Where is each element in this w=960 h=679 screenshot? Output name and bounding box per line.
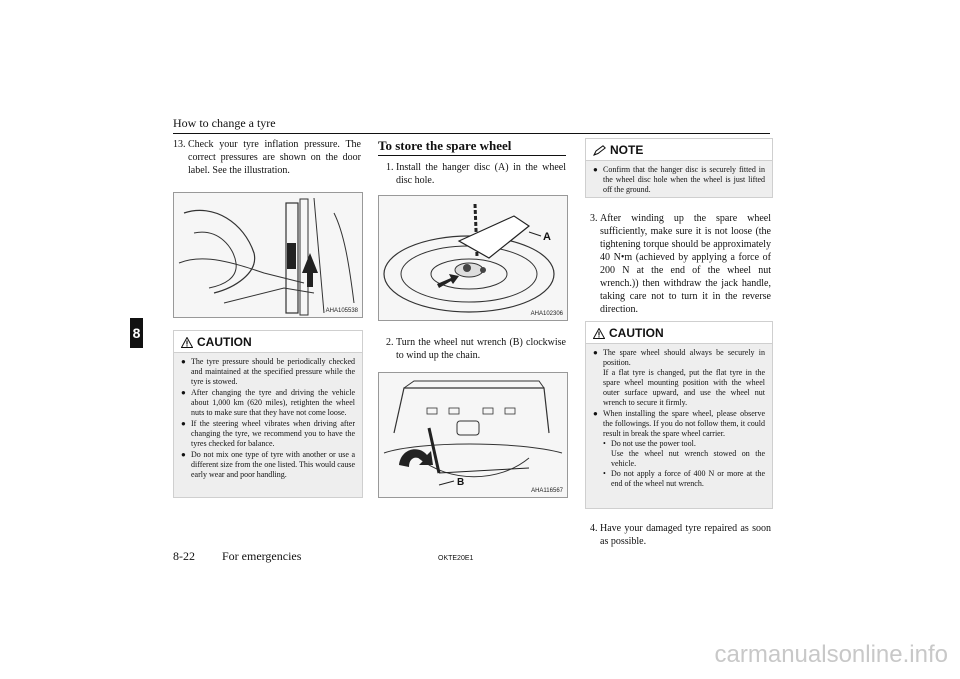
step-text: Install the hanger disc (A) in the wheel disc hole.	[396, 162, 566, 186]
running-header-title: How to change a tyre	[173, 116, 276, 130]
step-text: Have your damaged tyre repaired as soon as possible.	[600, 523, 771, 547]
caution-header	[174, 331, 362, 353]
note-item: ● Confirm that the hanger disc is securely fitted in the wheel disc hole when the wheel is just lifted off the ground.	[593, 165, 765, 194]
sub-item: • Do not apply a force of 400 N or more at the end of the wheel nut wrench.	[603, 469, 765, 488]
caution-item: ● After changing the tyre and driving the vehicle about 1,000 km (620 miles), retighten the wheel nuts to make sure that they have not come loose.	[181, 388, 355, 417]
note-header	[586, 139, 772, 161]
door-label-illustration	[174, 193, 362, 317]
pencil-icon	[593, 145, 606, 156]
step-text: Check your tyre inflation pressure. The correct pressures are shown on the door label. See the illustration.	[188, 139, 361, 176]
caution-item: ● Do not mix one type of tyre with another or use a different size from the one listed. This would cause early wear and poor handling.	[181, 450, 355, 479]
caution-item: ● The spare wheel should always be securely in position. If a flat tyre is changed, put the flat tyre in the spare wheel mounting position with the wheel outer surface upward, and use the wheel nut wrench to secure it firmly.	[593, 348, 765, 407]
step-1	[378, 161, 566, 187]
sub-bullet-icon: •	[603, 469, 606, 478]
warning-triangle-icon	[181, 337, 193, 348]
figure-door-label	[173, 192, 363, 318]
bullet-icon: ●	[593, 348, 598, 357]
bullet-icon: ●	[593, 409, 598, 418]
column-1	[173, 138, 361, 177]
figure-code: AHA116567	[531, 488, 563, 494]
bullet-icon: ●	[181, 419, 186, 428]
column-2	[378, 138, 566, 187]
caution-item: ● If the steering wheel vibrates when driving after changing the tyre, we recommend you to have the tyres checked for balance.	[181, 419, 355, 448]
figure-wrench	[378, 372, 568, 498]
bullet-icon: ●	[181, 450, 186, 459]
figure-hanger-disc	[378, 195, 568, 321]
callout-label-b: B	[457, 477, 465, 488]
header-rule	[173, 133, 770, 134]
footer-manual-code: OKTE20E1	[438, 555, 474, 562]
step-number: 3.	[590, 213, 600, 224]
bullet-icon: ●	[181, 388, 186, 397]
step-13	[173, 138, 361, 177]
sub-bullet-icon: •	[603, 439, 606, 448]
caution-item: ● The tyre pressure should be periodically checked and maintained at the specified pressure while the tyre is stowed.	[181, 357, 355, 386]
step-3	[585, 212, 771, 316]
caution-item: ● When installing the spare wheel, please observe the followings. If you do not follow them, it could result in break the spare wheel carrier. • Do not use the power tool. Use the wheel nut wrench stowed on the vehicle. • Do not apply a force of 400 N or more at the end of the wheel nut wrench.	[593, 409, 765, 488]
callout-label-a: A	[543, 231, 551, 243]
figure-code: AHA105538	[325, 308, 358, 314]
step-text: Turn the wheel nut wrench (B) clockwise to wind up the chain.	[396, 337, 566, 361]
bullet-icon: ●	[181, 357, 186, 366]
step-4	[585, 522, 771, 548]
step-number: 1.	[386, 162, 396, 173]
step-3-block	[585, 212, 771, 316]
step-number: 13.	[173, 139, 188, 150]
chapter-tab: 8	[130, 318, 143, 348]
watermark: carmanualsonline.info	[714, 641, 948, 668]
step-number: 2.	[386, 337, 396, 348]
caution-label: CAUTION	[609, 326, 664, 340]
page-number: 8-22	[173, 549, 195, 563]
hanger-disc-illustration	[379, 196, 567, 320]
section-title: To store the spare wheel	[378, 138, 566, 156]
bullet-icon: ●	[593, 165, 598, 174]
step-number: 4.	[590, 523, 600, 534]
sub-item: • Do not use the power tool. Use the wheel nut wrench stowed on the vehicle.	[603, 439, 765, 468]
step-4-block	[585, 522, 771, 548]
caution-header	[586, 322, 772, 344]
warning-triangle-icon	[593, 328, 605, 339]
caution-box-2	[585, 321, 773, 509]
step-2	[378, 336, 566, 362]
step-text: After winding up the spare wheel sufficiently, make sure it is not loose (the tightening torque should be approximately 40 N•m (achieved by applying a force of 200 N at the end of the wheel nut wrench.)) then withdraw the jack handle, taking care not to turn it in the reverse direction.	[600, 213, 771, 315]
caution-label: CAUTION	[197, 335, 252, 349]
step-2-block	[378, 336, 566, 362]
note-box	[585, 138, 773, 198]
wrench-illustration	[379, 373, 567, 497]
note-label: NOTE	[610, 143, 644, 157]
figure-code: AHA102306	[530, 311, 563, 317]
footer-section-title: For emergencies	[222, 549, 302, 563]
caution-box-1	[173, 330, 363, 498]
